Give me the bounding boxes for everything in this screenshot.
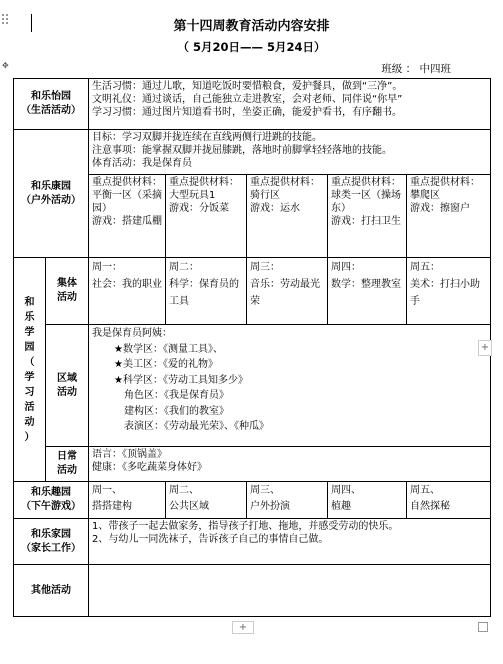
row-home-content <box>89 519 491 565</box>
row-outdoor-info-content <box>89 130 491 175</box>
group-day-cell: 周二： 科学：保育员的工具 <box>166 258 247 325</box>
row-study-daily <box>14 447 491 482</box>
area-activity-label: 区域 活动 <box>46 325 89 447</box>
add-column-plus-icon[interactable]: + <box>478 340 492 356</box>
home-line: 1、带孩子一起去做家务，指导孩子打地、拖地，并感受劳动的快乐。 <box>92 521 399 532</box>
area-line: 角色区：《我是保育员》 <box>124 390 229 401</box>
row-life <box>14 79 491 130</box>
outdoor-goal: 目标：学习双脚并拢连续在直线两侧行进跳的技能。 <box>92 132 322 143</box>
row-life-label: 和乐怡园 （生活活动） <box>14 79 89 130</box>
class-label: 班级 ： 中四班 <box>381 63 451 75</box>
area-line: 表演区：《劳动最光荣》、《种瓜》 <box>124 421 269 432</box>
row-other-label: 其他活动 <box>14 565 89 617</box>
life-line: 生活习惯：通过儿歌，知道吃饭时要惜粮食，爱护餐具，做到“三净”。 <box>92 81 403 92</box>
document-subtitle: （ 5月20日—— 5月24日） <box>177 40 326 54</box>
outdoor-note: 注意事项：能掌握双脚并拢屈膝跳，落地时前脚掌轻轻落地的技能。 <box>92 145 392 156</box>
row-home <box>14 519 491 565</box>
table-move-icon[interactable]: ✥ <box>2 61 9 70</box>
fun-day-cell: 周五、 自然探秘 <box>407 482 491 519</box>
area-star-line: ★数学区：《测量工具》、 <box>114 343 223 355</box>
row-fun-label: 和乐趣园 （下午游戏） <box>14 482 89 519</box>
outdoor-pe: 体育活动：我是保育员 <box>92 158 192 169</box>
row-other <box>14 565 491 617</box>
outdoor-area-cell: 重点提供材料：攀爬区 游戏：擦窗户 <box>407 175 491 258</box>
group-day-cell: 周三： 音乐：劳动最光荣 <box>247 258 328 325</box>
area-line: 建构区：《我们的教室》 <box>124 405 229 417</box>
row-study-area <box>14 325 491 447</box>
schedule-table <box>13 78 491 617</box>
outdoor-area-cell: 重点提供材料：球类一区（操场东） 游戏：打扫卫生 <box>328 175 407 258</box>
group-day-cell: 周五： 美术：打扫小助手 <box>407 258 491 325</box>
fun-day-cell: 周三、 户外扮演 <box>247 482 328 519</box>
fun-day-cell: 周四、 植趣 <box>328 482 407 519</box>
row-fun <box>14 482 491 519</box>
fun-day-cell: 周一、 搭搭建构 <box>89 482 166 519</box>
outdoor-area-cell: 重点提供材料：大型玩具1 游戏：分饭菜 <box>166 175 247 258</box>
daily-line: 语言：《顶锅盖》 <box>92 449 167 460</box>
area-activity-content <box>89 325 491 447</box>
row-life-content <box>89 79 491 130</box>
row-outdoor-label: 和乐康园 （户外活动） <box>14 130 89 258</box>
outdoor-area-cell: 重点提供材料：骑行区 游戏：运水 <box>247 175 328 258</box>
table-resize-handle[interactable] <box>478 622 488 632</box>
daily-line: 健康：《多吃蔬菜身体好》 <box>92 462 207 473</box>
area-intro: 我是保育员阿姨： <box>92 328 172 339</box>
row-study-label: 和 乐 学 园 （ 学 习 活 动 ） <box>14 258 46 482</box>
add-row-plus-icon[interactable]: + <box>232 621 254 634</box>
life-line: 学习习惯：通过图片知道看书时，坐姿正确，能爱护看书，有序翻书。 <box>92 107 402 118</box>
row-outdoor-info <box>14 130 491 175</box>
group-day-cell: 周四： 数学：整理教室 <box>328 258 407 325</box>
area-star-line: ★科学区：《劳动工具知多少》 <box>114 374 248 386</box>
document-title: 第十四周教育活动内容安排 <box>173 19 330 34</box>
area-star-line: ★美工区：《爱的礼物》 <box>114 359 218 370</box>
outdoor-area-cell: 重点提供材料：平衡一区（采摘园） 游戏：搭建瓜棚 <box>89 175 166 258</box>
row-home-label: 和乐家园 （家长工作） <box>14 519 89 565</box>
daily-activity-label: 日常 活动 <box>46 447 89 482</box>
row-other-content[interactable] <box>89 565 491 617</box>
fun-day-cell: 周二、 公共区域 <box>166 482 247 519</box>
daily-activity-content <box>89 447 491 482</box>
home-line: 2、与幼儿一同洗袜子，告诉孩子自己的事情自己做。 <box>92 534 329 545</box>
group-activity-label: 集体 活动 <box>46 258 89 325</box>
row-study-group <box>14 258 491 325</box>
group-day-cell: 周一： 社会：我的职业 <box>89 258 166 325</box>
life-line: 文明礼仪：通过谈话，自己能独立走进教室，会对老师、同伴说“你早” <box>92 94 403 105</box>
